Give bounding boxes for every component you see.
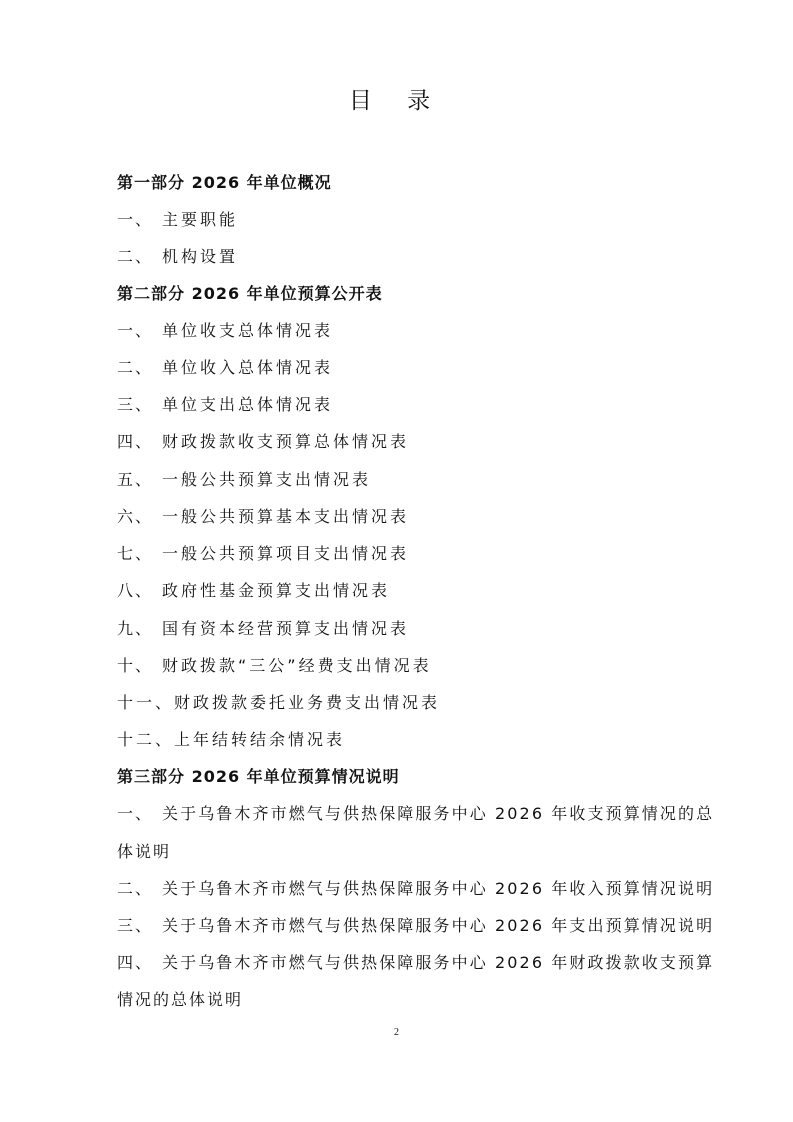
toc-item-text: 财政拨款收支预算总体情况表: [162, 432, 410, 451]
toc-item-number: 十一、: [117, 693, 175, 712]
toc-item-text: 关于乌鲁木齐市燃气与供热保障服务中心 2026 年收支预算情况的总: [162, 804, 715, 823]
toc-item: [117, 578, 717, 601]
toc-item-number: 三、: [117, 916, 154, 935]
page-title: 目 录: [348, 88, 445, 114]
toc-item-text: 国有资本经营预算支出情况表: [162, 619, 410, 638]
toc-item: [117, 467, 717, 490]
toc-item-text: 关于乌鲁木齐市燃气与供热保障服务中心 2026 年收入预算情况说明: [162, 879, 715, 898]
toc-item-text: 一般公共预算项目支出情况表: [162, 544, 410, 563]
toc-item-text: 上年结转结余情况表: [174, 730, 346, 749]
toc-item-number: 二、: [117, 879, 154, 898]
page-number: 2: [394, 1027, 399, 1038]
toc-item-text: 机构设置: [162, 247, 239, 266]
toc-item-text: 单位支出总体情况表: [162, 395, 334, 414]
toc-item-text: 单位收支总体情况表: [162, 321, 334, 340]
toc-item-number: 四、: [117, 432, 154, 451]
toc-item: [117, 690, 717, 713]
toc-item-number: 九、: [117, 619, 154, 638]
toc-item-number: 一、: [117, 321, 154, 340]
toc-item-number: 二、: [117, 358, 154, 377]
toc-item-number: 二、: [117, 247, 154, 266]
toc-item-text: 财政拨款“三公”经费支出情况表: [162, 656, 432, 675]
toc-item: [117, 504, 717, 527]
toc-item-number: 十二、: [117, 730, 175, 749]
toc-item-text: 关于乌鲁木齐市燃气与供热保障服务中心 2026 年支出预算情况说明: [162, 916, 715, 935]
toc-item: [117, 913, 717, 936]
toc-item-number: 一、: [117, 210, 154, 229]
part1-heading: 第一部分 2026 年单位概况: [117, 173, 332, 192]
toc-item-text: 财政拨款委托业务费支出情况表: [174, 693, 441, 712]
toc-item-number: 七、: [117, 544, 154, 563]
toc-item-number: 三、: [117, 395, 154, 414]
toc-item: [117, 318, 717, 341]
toc-item: [117, 876, 717, 899]
toc-item-text: 单位收入总体情况表: [162, 358, 334, 377]
toc-item-text: 一般公共预算支出情况表: [162, 470, 372, 489]
toc-item: [117, 727, 717, 750]
toc-item-text: 关于乌鲁木齐市燃气与供热保障服务中心 2026 年财政拨款收支预算: [162, 953, 715, 972]
toc-item: [117, 541, 717, 564]
part3-heading: 第三部分 2026 年单位预算情况说明: [117, 767, 400, 786]
toc-item-number: 六、: [117, 507, 154, 526]
toc-item: [117, 392, 717, 415]
toc-item: [117, 653, 717, 676]
toc-item-text: 主要职能: [162, 210, 239, 229]
toc-item-number: 八、: [117, 581, 154, 600]
toc-item-text: 政府性基金预算支出情况表: [162, 581, 391, 600]
toc-item-text: 一般公共预算基本支出情况表: [162, 507, 410, 526]
toc-item-number: 一、: [117, 804, 154, 823]
toc-item-continuation: 体说明: [117, 842, 172, 861]
toc-item-number: 十、: [117, 656, 154, 675]
toc-item: [117, 950, 717, 973]
toc-item: [117, 801, 717, 824]
toc-item: [117, 207, 717, 230]
toc-item-continuation: 情况的总体说明: [117, 990, 244, 1009]
toc-item: [117, 244, 717, 267]
part2-heading: 第二部分 2026 年单位预算公开表: [117, 284, 383, 303]
toc-item: [117, 429, 717, 452]
toc-item-number: 四、: [117, 953, 154, 972]
toc-item: [117, 355, 717, 378]
toc-item: [117, 616, 717, 639]
toc-item-number: 五、: [117, 470, 154, 489]
